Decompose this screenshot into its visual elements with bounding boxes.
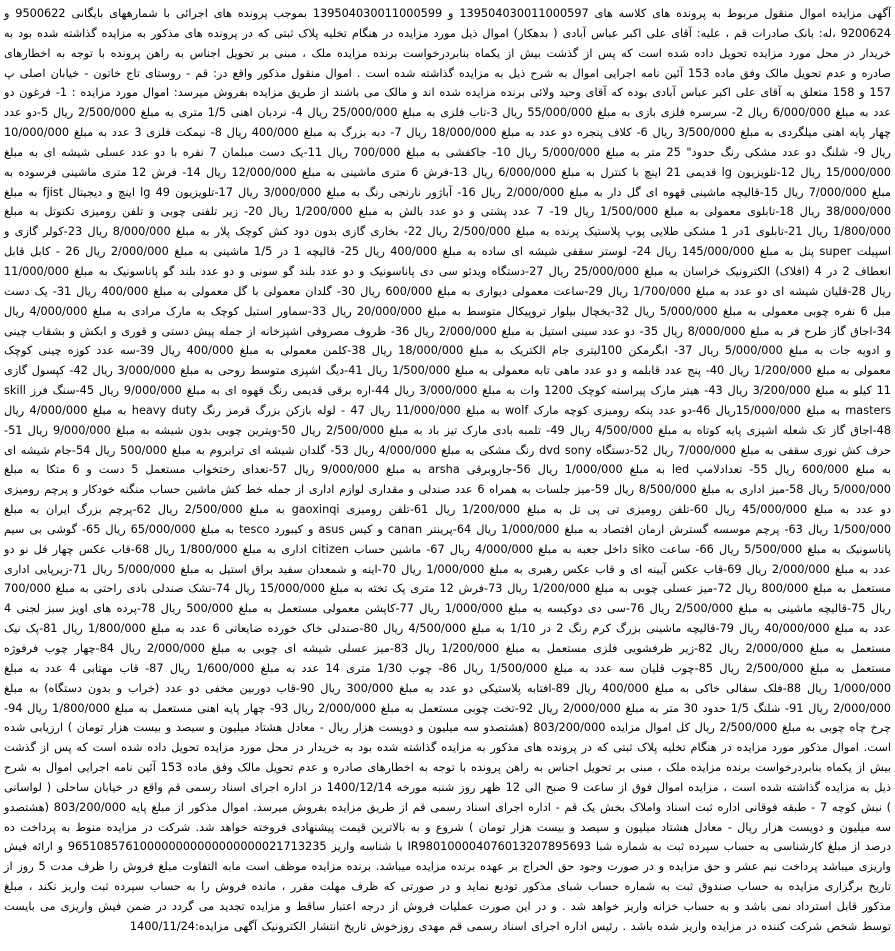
- auction-notice-text: آگهی مزایده اموال منقول مربوط به پرونده های کلاسه های 139504030011000597 و 139504030011000599 بموجب پرونده های اجرائی با شمارههای بایگانی 9500622 و 9200624 ،له: بانک صادرات قم ، علیه: آقای علی اکبر عباس آبادی ( بدهکار) اموال ذیل مورد مزایده در هنگام تخلیه پلاک ثبتی که در پرونده های مذکور به مزایده گذاشته شده بود به خریدار در محل مورد مزایده تحویل داده شده است که پس از گذشت بیش از یکماه بنابردرخواست برنده مزایده ملک ، مبنی بر تحویل اجناس به راهن پرونده با توجه به اخطارهای صادره و عدم تحویل مالک وفق ماده 153 آئین نامه اجرایی اموال به شرح ذیل به مزایده گذاشته شده است . اموال منقول مذکور واقع در: قم - روستای تاج خاتون - خیابان اصلی پ 157 و 158 متعلق به آقای علی اکبر عباس آبادی بوده که آقای وحید ولائی برنده مزایده شده اند و مالک می باشند از طریق مزایده بفروش میرسد: اموال مورد مزایده : 1- فرغون دو عدد به مبلغ 6/000/000 ریال 2- سرسره فلزی بازی به مبلغ 55/000/000 ریال 3-تاب فلزی به مبلغ 25/000/000 ریال 4- نردبان اهنی 1/5 متری به مبلغ 2/500/000 ریال 5-دو عدد چهار پایه اهنی میلگردی به مبلغ 3/500/000 ریال 6- کلاف پنجره دو عدد به مبلغ 18/000/000 ریال 7- دبه بزرگ به مبلغ 400/000 ریال 8- نیمکت فلزی 3 عدد به مبلغ 10/000/000 ریال 9- شلنگ دو عدد مشکی رنگ حدود" 25 متر به مبلغ 5/000/000 ریال 10- جاکفشی به مبلغ 700/000 ریال 11-یک دست مبلمان 7 نفره با دو عدد عسلی شیشه ای به مبلغ 15/000/000 ریال 12-تلویزیون lg قدیمی 21 اینچ با کنترل به مبلغ 6/000/000 ریال 13-فرش 6 متری ماشینی به مبلغ 12/000/000 ریال 14- فرش 12 متری ماشینی فرسوده به مبلغ 7/000/000 ریال 15-قالیچه ماشینی قهوه ای گل دار به مبلغ 2/000/000 ریال 16- آباژور نارنجی رنگ به مبلغ 3/000/000 ریال 17-تلویزیون lg 49 اینچ و دیجیتال fjist به مبلغ 38/000/000 ریال 18-تابلوی معمولی به مبلغ 1/500/000 ریال 19- 7 عدد پشتی و دو عدد بالش به مبلغ 1/200/000 ریال 20- زیر تلفنی چوبی و تلفن رومیزی تکنوتل به مبلغ 1/800/000 ریال 21-تابلوی 1در 1 مشکی طلایی پوپ پلاستیک پرنده به مبلغ 2/500/000 ریال 22- بخاری گازی بدون دود کش کوچک پلار به مبلغ 8/000/000 ریال 23-کولر گازی و اسپیلت super پنل به مبلغ 145/000/000 ریال 24- لوستر سقفی شیشه ای ساده به مبلغ 400/000 ریال 25- قالیچه 1 در 1/5 ماشینی به مبلغ 2/000/000 ریال 26 - کابل قابل انعطاف 2 در 4 (افلاک) الکترونیک خراسان به مبلغ 25/000/000 ریال 27-دستگاه ویدئو سی دی پاناسونیک و دو عدد بلند گو سونی و دو عدد بلند گو پاناسونیک به مبلغ 11/000/000 ریال 28-قلیان شیشه ای دو عدد به مبلغ 1/700/000 ریال 29-ساعت معمولی دیواری به مبلغ 600/000 ریال 30- گلدان معمولی با گل معمولی به مبلغ 400/000 ریال 31- یک دست مبل 6 نفره چوبی معمولی به مبلغ 5/000/000 ریال 32-یخچال بیلوار تروپیکال متوسط به مبلغ 20/000/000 ریال 33-سماور استیل کوچک به مارک مرادی به مبلغ 4/000/000 ریال 34-اجاق گاز طرح فر به مبلغ 8/000/000 ریال 35- دو عدد سینی استیل به مبلغ 2/000/000 ریال 36- ظروف مصروفی اشپزخانه از جمله پیش دستی و قوری و ابکش و بشقاب چینی و ادویه جات به مبلغ 5/000/000 ریال 37- ابگرمکن 100لیتری جام الکتریک به مبلغ 18/000/000 ریال 38-کلمن معمولی به مبلغ 400/000 ریال 39-سه عدد کوزه چینی کوچک معمولی به مبلغ 1/200/000 ریال 40- پنج عدد قابلمه و دو عدد ماهی تابه معمولی به مبلغ 1/500/000 ریال 41-دیگ اشپزی متوسط روحی به مبلغ 3/000/000 ریال 42- کپسول گازی 11 کیلو به مبلغ 3/200/000 ریال 43- هیتر مارک پیراسته کوچک 1200 وات به مبلغ 3/000/000 ریال 44-اره برقی قدیمی رنگ قهوه ای به مبلغ 9/000/000 ریال 45-سنگ فرز skill masters به مبلغ 15/000/000ریال 46-دو عدد پنکه رومیزی کوچه مارک wolf به مبلغ 11/000/000 ریال 47 - لوله بازکن بزرگ قرمز رنگ heavy duty به مبلغ 4/000/000 ریال 48-اجاق گاز تک شعله اشپزی پایه کوتاه به مبلغ 4/500/000 ریال 49- تلمبه بادی مارک تیز باد به مبلغ 2/500/000 ریال 50-ویترین چوبی بدون شیشه به مبلغ 9/000/000 ریال 51-حرف کش نوری سقفی به مبلغ 7/000/000 ریال 52-دستگاه dvd sony رنگ مشکی به مبلغ 4/000/000 ریال 53- گلدان شیشه ای ترابروم به مبلغ 500/000 ریال 54-جام شیشه ای به مبلغ 600/000 ریال 55- تعدادلامپ led به مبلغ 1/000/000 ریال 56-جاروبرقی arsha به مبلغ 9/000/000 ریال 57-تعدای رختخواب مستعمل 5 دست و 6 متکا به مبلغ 5/000/000 ریال 58-میز اداری به مبلغ 8/500/000 ریال 59-میز جلسات به همراه 6 عدد صندلی و مقداری لوازم اداری از جمله خط کش ماشین حساب منگنه خودکار و پرچم رومیزی دو عدد به مبلغ 45/000/000 ریال 60-تلفن رومیزی تی پی تل به مبلغ 1/200/000 ریال 61-تلفن رومیزی gaoxinqi به مبلغ 2/500/000 ریال 62-پرچم بزرگ ایران به مبلغ 1/500/000 ریال 63- پرچم موسسه گسترش ارمان اقتصاد به مبلغ 1/000/000 ریال 64-پرینتر canan و کیس asus و کیبورد tesco به مبلغ 65/000/000 ریال 65- گوشی بی سیم پاناسونیک به مبلغ 5/500/000 ریال 66- ساعت siko داخل جعبه به مبلغ 4/000/000 ریال 67- ماشین حساب citizen اداری به مبلغ 1/800/000 ریال 68-قاب عکس چهار قل نو دو عدد به مبلغ 2/000/000 ریال 69-قاب عکس آیینه ای و قاب عکس رهبری به مبلغ 1/000/000 ریال 70-اینه و شمعدان سفید براق استیل به مبلغ 5/000/000 ریال 71-زیرپایی اداری مستعمل به مبلغ 800/000 ریال 72-میز عسلی چوبی به مبلغ 1/200/000 ریال 73-فرش 12 متری پک تخته به مبلغ 15/000/000 ریال 74-تشک صندلی بادی راحتی به مبلغ 700/000 ریال 75-قالیچه ماشینی به مبلغ 2/500/000 ریال 76-سی دی دوکیسه به مبلغ 1/000/000 ریال 77-کاپشن معمولی مستعمل به مبلغ 500/000 ریال 78-پرده های اویز سبز لجنی 4 عدد به مبلغ 40/000/000 ریال 79-قالیچه ماشینی بزرگ کرم رنگ 2 در 1/10 به مبلغ 4/500/000 ریال 80-صندلی خاک خورده ضایعاتی 6 عدد به مبلغ 1/800/000 ریال 81-پک نیک مستعمل به مبلغ 2/000/000 ریال 82-زیر ظرفشویی فلزی مستعمل به مبلغ 1/200/000 ریال 83-میز عسلی شیشه ای چوبی به مبلغ 2/000/000 ریال 84-چهار چوب فرفوژه مستعمل به مبلغ 2/500/000 ریال 85-چوب قلیان سه عدد به مبلغ 1/500/000 ریال 86- چوب 1/30 متری 14 عدد به مبلغ 1/600/000 ریال 87- قاب مهتابی 4 عدد به مبلغ 1/000/000 ریال 88-فلک سفالی خاکی به مبلغ 400/000 ریال 89-افتابه پلاستیکی دو عدد به مبلغ 300/000 ریال 90-قاب دوربین مخفی دو عدد (خراب و بدون دستگاه) به مبلغ 2/000/000 ریال 91- شلنگ 1/5 حدود 30 متر به مبلغ 2/000/000 ریال 92-تخت چوبی مستعمل به مبلغ 2/000/000 ریال 93- چهار پایه اهنی مستعمل به مبلغ 1/800/000 ریال 94-چرخ چاه چوبی به مبلغ 2/500/000 ریال کل اموال مزایده 803/200/000 (هشتصدو سه میلیون و دویست هزار ریال - معادل هشتاد میلیون و سیصد و بیست هزار تومان ) ارزیابی شده است. اموال مذکور مورد مزایده در هنگام تخلیه پلاک ثبتی که در پرونده های مذکور به مزایده گذاشته شده بود به خریدار در محل مورد مزایده تحویل داده شده است که پس از گذشت بیش از یکماه بنابردرخواست برنده مزایده ملک ، مبنی بر تحویل اجناس به راهن پرونده با توجه به اخطارهای صادره و عدم تحویل مالک وفق ماده 153 آئین نامه اجرایی اموال به شرح ذیل به مزایده گذاشته شده است ، مزایده اموال فوق از ساعت 9 صبح الی 12 ظهر روز شنبه مورخه 1400/12/14 در اداره اجرای اسناد رسمی قم واقع در خیابان ساحلی ( لواسانی ) نبش کوچه 7 - طبقه فوقانی اداره ثبت اسناد واملاک بخش یک قم - اداره اجرای اسناد رسمی قم از طریق مزایده بفروش میرسد. اموال مذکور از مبلغ پایه 803/200/000 (هشتصدو سه میلیون و دویست هزار ریال - معادل هشتاد میلیون و سیصد و بیست هزار تومان ) شروع و به بالاترین قیمت پیشنهادی فروخته خواهد شد. شرکت در مزایده منوط به پرداخت ده درصد از مبلغ کارشناسی به حساب سپرده ثبت به شماره شبا IR980100004076013207895693 با شناسه واریز 965108576100000000000000000021713235 و ارائه فیش واریزی میباشد پرداخت نیم عشر و حق مزایده و در صورت وجود حق الحراج بر عهده برنده مزایده میباشد. برنده مزایده موظف است مابه التفاوت مبلغ فروش را ظرف مدت 5 روز از تاریخ برگزاری مزایده به حساب صندوق ثبت به شماره حساب شبای مذکور تودیع نماید و در صورتی که ظرف مهلت مقرر ، مانده فروش را به حساب سپرده ثبت واریز نکند ، مبلغ مذکور قابل استرداد نمی باشد و به حساب خزانه واریز خواهد شد . و در این صورت عملیات فروش از درجه اعتبار ساقط و مزایده تجدید می گردد در ضمن فیش واریزی می بایست توسط شخص شرکت کننده در مزایده واریز شده باشد . رئیس اداره اجرای اسناد رسمی قم مهدی روزخوش تاریخ انتشار الکترونیک آگهی مزایده:1400/11/24: [4, 7, 892, 933]
